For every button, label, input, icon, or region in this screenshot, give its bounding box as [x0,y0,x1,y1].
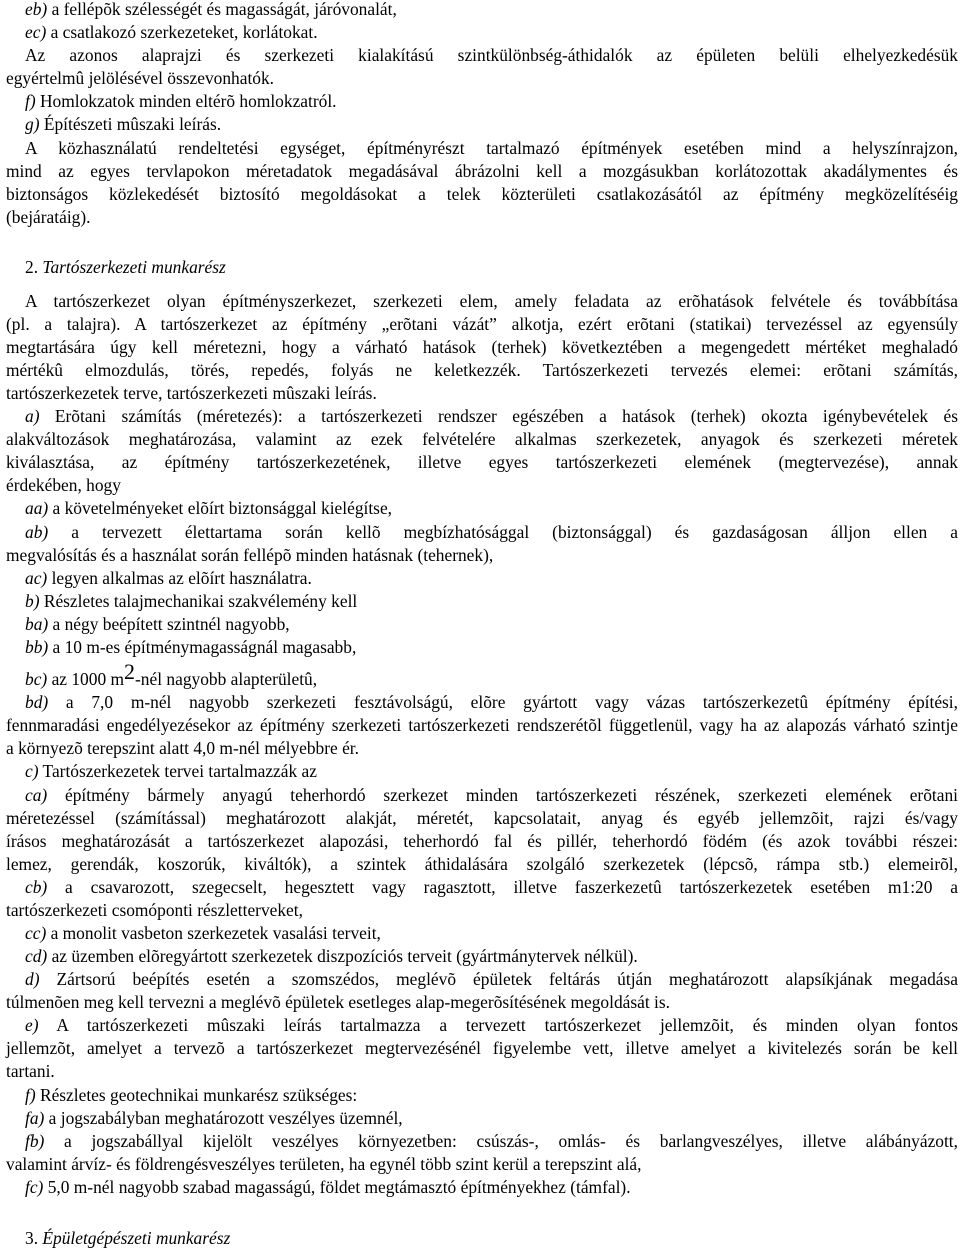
text-line: bc) az 1000 $m^2$-nél nagyobb alapterületû, [25,659,318,689]
text-line: Az azonos alaprajzi és szerkezeti kialakítású szintkülönbség-áthidalók az épületen belüli elhelyezkedésük [25,45,958,65]
text-line: (pl. a talajra). A tartószerkezet az építmény „erõtani vázát” alkotja, ezért erõtani (statikai) tervezéssel az egyensúly [6,314,958,334]
text-line: a környezõ terepszint alatt 4,0 m-nél mélyebbre ér. [6,738,359,758]
text-line: kiválasztása, az építmény tartószerkezetének, illetve egyes tartószerkezeti elemének (megtervezése), annak [6,452,958,472]
text-line: A tartószerkezet olyan építményszerkezet, szerkezeti elem, amely feladata az erõhatások felvétele és továbbítása [25,291,958,311]
text-line: bb) a 10 m-es építménymagasságnál magasabb, [25,637,357,657]
text-line: túlmenõen meg kell tervezni a meglévõ épületek esetleges alap-megerõsítésének megoldását is. [6,992,670,1012]
text-line: biztonságos közlekedését biztosító megoldásokat a telek közterületi csatlakozásától az építmény megközelítéséig [6,184,958,204]
text-line: ec) a csatlakozó szerkezeteket, korlátokat. [25,22,318,42]
text-line: érdekében, hogy [6,475,121,495]
text-line: A közhasználatú rendeltetési egységet, építményrészt tartalmazó építmények esetében mind a helyszínrajzon, [25,138,958,158]
text-line: a) Erõtani számítás (méretezés): a tartószerkezeti rendszer egészében a hatások (terhek) okozta igénybevételek és [25,406,958,426]
text-line: cc) a monolit vasbeton szerkezetek vasalási terveit, [25,923,381,943]
text-line: ca) építmény bármely anyagú teherhordó szerkezet minden tartószerkezeti részének, szerkezeti elemének erõtani [25,785,958,805]
text-line: b) Részletes talajmechanikai szakvélemény kell [25,591,358,611]
text-line: ab) a tervezett élettartama során kellõ megbízhatósággal (biztonsággal) és gazdaságosan álljon ellen a [25,522,958,542]
text-line: fa) a jogszabályban meghatározott veszélyes üzemnél, [25,1108,403,1128]
text-line: egyértelmû jelölésével összevonhatók. [6,68,275,88]
text-line: bd) a 7,0 m-nél nagyobb szerkezeti fesztávolságú, elõre gyártott vagy vázas tartószerkezetû építmény építési, [25,692,958,712]
section-heading: 3. Épületgépészeti munkarész [25,1228,231,1248]
text-line: tartani. [6,1061,55,1081]
text-line: lemez, gerendák, koszorúk, kiváltók), a szintek áthidalására szolgáló szerkezetek (lépcsõ, rámpa stb.) elemeirõl, [6,854,958,874]
text-line: cd) az üzemben elõregyártott szerkezetek diszpozíciós terveit (gyártmánytervek nélkül). [25,946,638,966]
text-line: f) Részletes geotechnikai munkarész szükséges: [25,1085,358,1105]
text-line: c) Tartószerkezetek tervei tartalmazzák az [25,761,317,781]
text-line: mind az egyes tervlapokon méretadatok megadásával ábrázolni kell a mozgásukban korlátozottak akadálymentes és [6,161,958,181]
text-line: ac) legyen alkalmas az elõírt használatra. [25,568,312,588]
text-line: fennmaradási engedélyezésekor az építmény szerkezeti tartószerkezeti rendszerétõl függetlenül, vagy ha az alapozás várható szintje [6,715,958,735]
text-line: e) A tartószerkezeti mûszaki leírás tartalmazza a tervezett tartószerkezet jellemzõit, és minden olyan fontos [25,1015,958,1035]
text-line: valamint árvíz- és földrengésveszélyes területen, ha egynél több szint kerül a terepszint alá, [6,1154,642,1174]
text-line: g) Építészeti mûszaki leírás. [25,114,222,134]
text-line: megtartására úgy kell méretezni, hogy a várható hatások (terhek) következtében a megengedett mértéket meghaladó [6,337,958,357]
text-line: méretezéssel (számítással) meghatározott alakját, méretét, kapcsolatait, anyag és egyéb jellemzõit, rajzi és/vagy [6,808,958,828]
text-line: jellemzõt, amelyet a tervezõ a tartószerkezet megtervezésénél figyelembe vett, illetve amelyet a kivitelezés során be kell [6,1038,958,1058]
text-line: alakváltozások meghatározása, valamint az ezek felvételére alkalmas szerkezetek, anyagok és szerkezeti méretek [6,429,958,449]
text-line: eb) a fellépõk szélességét és magasságát, járóvonalát, [25,0,397,19]
superscript: 2 [124,659,136,684]
text-line: fb) a jogszabállyal kijelölt veszélyes környezetben: csúszás-, omlás- és barlangveszélyes, illetve alábányázott, [25,1131,958,1151]
text-line: megvalósítás és a használat során fellépõ minden hatásnak (tehernek), [6,545,494,565]
text-line: aa) a követelményeket elõírt biztonsággal kielégítse, [25,498,393,518]
text-line: (bejáratáig). [6,207,91,227]
text-line: mértékû elmozdulás, törés, repedés, folyás ne keletkezzék. Tartószerkezeti tervezés elemei: erõtani számítás, [6,360,958,380]
section-heading: 2. Tartószerkezeti munkarész [25,257,226,277]
text-line: fc) 5,0 m-nél nagyobb szabad magasságú, földet megtámasztó építményekhez (támfal). [25,1177,631,1197]
text-line: cb) a csavarozott, szegecselt, hegesztett vagy ragasztott, illetve faszerkezetû tartószerkezetek esetében m1:20 a [25,877,958,897]
text-line: f) Homlokzatok minden eltérõ homlokzatról. [25,91,337,111]
text-line: d) Zártsorú beépítés esetén a szomszédos, meglévõ épületek feltárás útján meghatározott alapsíkjának megadása [25,969,958,989]
text-line: tartószerkezetek terve, tartószerkezeti mûszaki leírás. [6,383,377,403]
text-line: ba) a négy beépített szintnél nagyobb, [25,614,290,634]
text-line: írásos meghatározását a tartószerkezet alapozási, teherhordó fal és pillér, teherhordó födém (és azok további részei: [6,831,958,851]
text-line: tartószerkezeti csomóponti részletterveket, [6,900,303,920]
